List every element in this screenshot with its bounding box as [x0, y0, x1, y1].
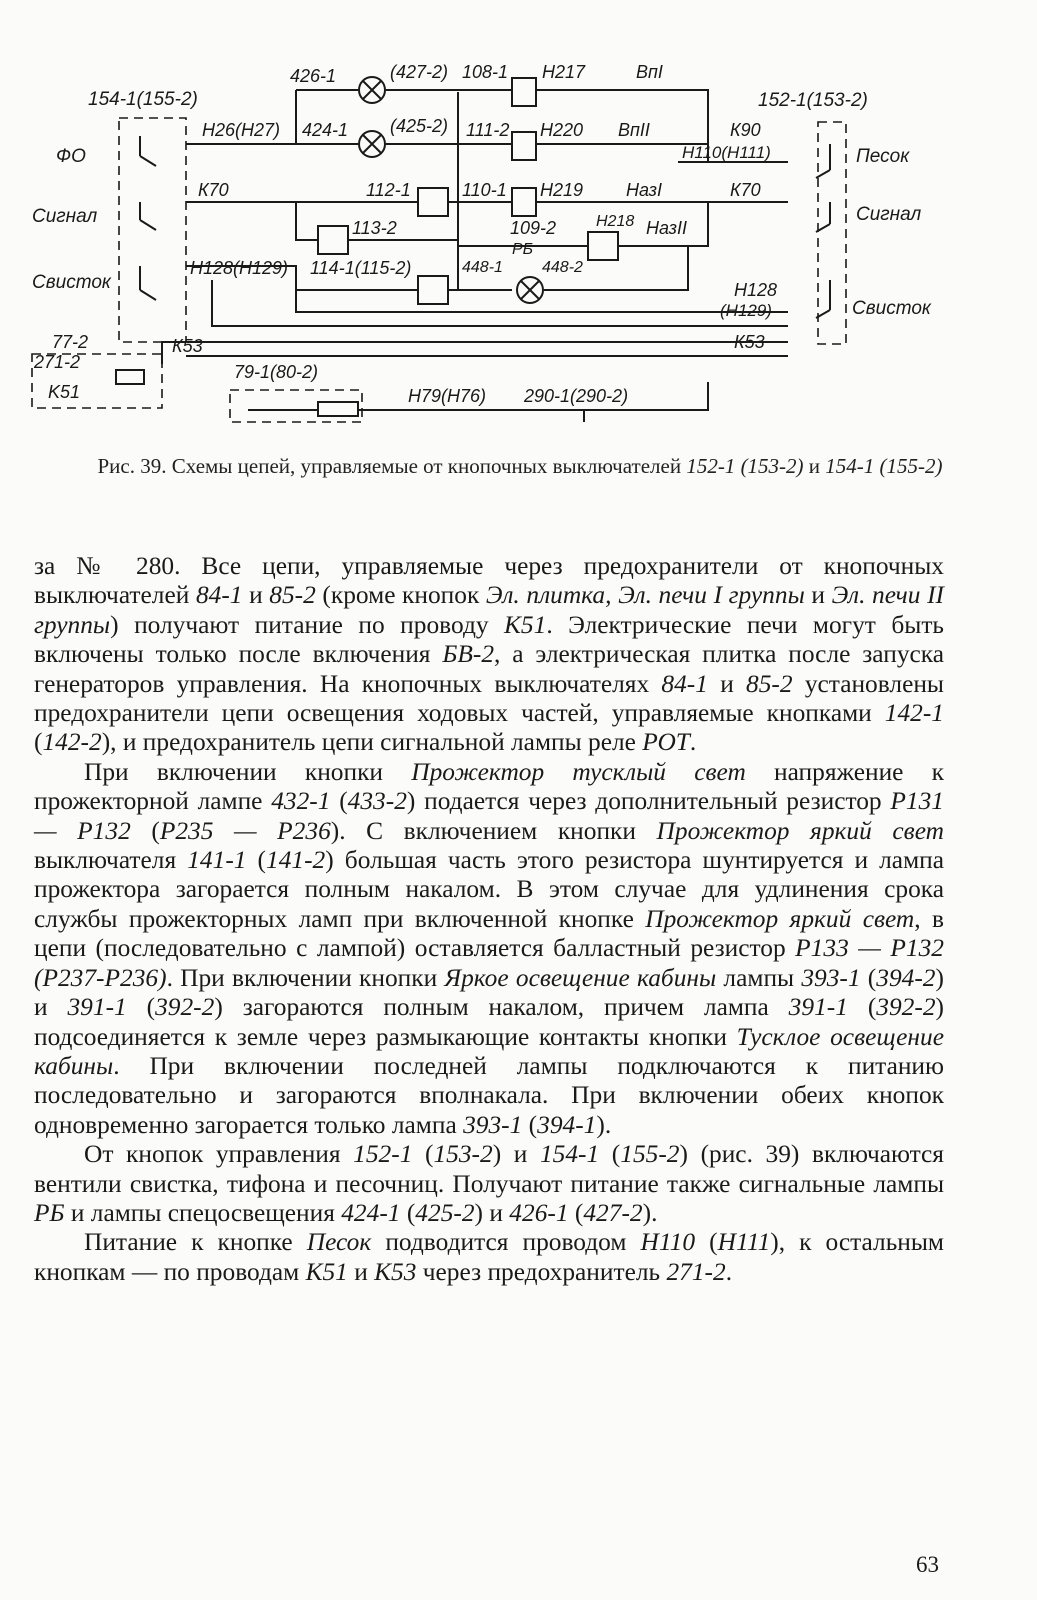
relay-114	[418, 276, 448, 304]
text-run: (	[126, 993, 156, 1022]
text-run: ) и	[492, 1140, 540, 1169]
italic-term: 424-1	[341, 1198, 401, 1227]
italic-term: 141-2	[266, 846, 326, 875]
italic-term: 394-1	[537, 1110, 597, 1139]
fuse-111	[512, 132, 536, 160]
text-run: ) получают питание по проводу	[110, 610, 505, 639]
italic-term: Р235 — Р236	[159, 816, 331, 845]
label-svistok-left: Свисток	[32, 272, 111, 293]
text-run: лампы	[716, 963, 802, 992]
italic-term: 84-1	[195, 581, 243, 610]
paragraph	[34, 1228, 944, 1287]
label-pesok: Песок	[856, 146, 910, 167]
caption-prefix: Рис. 39. Схемы цепей, управляемые от кнопочных выключателей	[97, 454, 687, 478]
label-h129: (Н129)	[720, 301, 772, 320]
text-run: (	[860, 963, 877, 992]
label-271-2: 271-2	[34, 352, 81, 372]
paragraph	[34, 758, 944, 1140]
italic-term: 394-2	[876, 963, 936, 992]
text-run: и	[707, 669, 747, 698]
label-naz1: НазI	[626, 180, 662, 200]
italic-term: 391-1	[788, 993, 848, 1022]
italic-term: Прожектор яркий свет	[645, 904, 915, 933]
label-109-2: 109-2	[510, 218, 557, 238]
left-switch-block	[119, 118, 186, 342]
label-112-1: 112-1	[366, 180, 411, 200]
text-run: (	[847, 993, 877, 1022]
italic-term: К51	[305, 1257, 348, 1286]
italic-term: 271-2	[666, 1257, 726, 1286]
label-rb: РБ	[512, 241, 534, 258]
italic-term: Прожектор тусклый свет	[411, 757, 746, 786]
label-110-1: 110-1	[462, 180, 507, 200]
label-111-2: 111-2	[466, 120, 510, 140]
text-run: (	[568, 1198, 584, 1227]
italic-term: Эл. печи I группы	[618, 581, 805, 610]
label-h218: Н218	[596, 213, 635, 230]
text-run: ).	[596, 1110, 612, 1139]
text-run: выключателя	[34, 846, 188, 875]
italic-term: БВ-2	[442, 640, 495, 669]
text-run: установлены предохранители цепи освещения ходовых частей, управляемые кнопками	[34, 669, 944, 728]
text-run: и лампы спецосвещения	[64, 1198, 342, 1227]
italic-term: 391-1	[67, 993, 127, 1022]
italic-term: Эл. печи II группы	[34, 581, 944, 639]
italic-term: Эл. плитка,	[485, 581, 612, 610]
text-run: (	[246, 846, 267, 875]
text-run: напряжение к прожекторной лампе	[34, 757, 945, 816]
caption-number-1: 152-1	[686, 454, 736, 478]
text-run: ) загораются полным накалом, причем лампа	[214, 993, 789, 1022]
caption-conjunction: и	[803, 454, 826, 478]
label-77-2: 77-2	[52, 332, 89, 352]
label-h110: Н110(Н111)	[682, 143, 771, 162]
page-number: 63	[916, 1552, 939, 1577]
text-run: ).	[642, 1198, 658, 1227]
label-vp1: ВпI	[636, 62, 663, 82]
italic-term: 84-1	[661, 669, 708, 698]
text-run: ), и предохранитель цепи сигнальной лампы реле	[101, 728, 643, 757]
text-run: .	[689, 728, 697, 757]
label-k70-left: К70	[198, 180, 229, 200]
text-run: через предохранитель	[416, 1257, 667, 1286]
label-k51: K51	[48, 382, 81, 402]
text-run: и	[347, 1257, 375, 1286]
text-run: и	[804, 581, 832, 610]
label-h219: Н219	[540, 180, 584, 200]
text-run: От кнопок управления	[84, 1140, 354, 1169]
italic-term: К53	[374, 1257, 417, 1286]
figure-caption	[60, 452, 980, 480]
text-run: (	[695, 1228, 718, 1257]
text-run: (	[130, 816, 160, 845]
lamp-448	[517, 277, 543, 303]
italic-term: 392-2	[876, 993, 936, 1022]
italic-term: К51	[504, 610, 547, 639]
label-448-2: 448-2	[542, 259, 583, 276]
label-n128: Н128(Н129)	[190, 258, 289, 278]
text-run: , в цепи (последовательно с лампой) оставляется балластный резистор	[34, 904, 944, 963]
label-k53-left: К53	[172, 336, 203, 356]
text-run: ) подсоединяется к земле через размыкающие контакты кнопки	[34, 993, 944, 1051]
label-vp2: ВпII	[618, 120, 650, 140]
text-run: . Электрические печи могут быть включены только после включения	[34, 610, 944, 669]
label-fo: ФО	[56, 146, 86, 167]
caption-number-2: 154-1	[825, 454, 875, 478]
label-k90: К90	[730, 120, 761, 140]
text-run: и	[242, 581, 270, 610]
text-run: ) и	[34, 963, 944, 1022]
relay-112	[418, 188, 448, 216]
text-run: (	[522, 1110, 538, 1139]
italic-term: Песок	[306, 1228, 372, 1257]
label-113-2: 113-2	[352, 218, 397, 238]
lamp-426	[359, 77, 385, 103]
italic-term: 427-2	[583, 1198, 643, 1227]
italic-term: Н110	[640, 1228, 696, 1257]
text-run: ) (рис. 39) включаются вентили свистка, тифона и песочниц. Получают питание также сигнальные лампы	[34, 1140, 944, 1198]
italic-term: 433-2	[347, 787, 407, 816]
label-k53-right: К53	[734, 332, 765, 352]
caption-number-2-alt: (155-2)	[879, 454, 943, 478]
italic-term: 152-1	[353, 1140, 413, 1169]
italic-term: 142-1	[884, 699, 944, 728]
text-run: ). С включением кнопки	[330, 816, 657, 845]
text-run: (	[400, 1198, 416, 1227]
text-run: . При включении последней лампы подключаются к питанию последовательно и загораются вполнакала. При включении обеих кнопок одновременно загорается только лампа	[34, 1051, 944, 1139]
label-152-1: 152-1(153-2)	[758, 90, 868, 111]
italic-term: 392-2	[155, 993, 215, 1022]
italic-term: Р131 — Р132	[34, 787, 944, 845]
circuit-diagram	[18, 52, 953, 432]
italic-term: Яркое освещение кабины	[444, 963, 717, 992]
caption-number-1-alt: (153-2)	[740, 454, 804, 478]
italic-term: 426-1	[509, 1198, 569, 1227]
italic-term: Р133 — Р132 (Р237-Р236)	[34, 934, 944, 992]
text-run: Питание к кнопке	[84, 1228, 307, 1257]
italic-term: 432-1	[271, 787, 331, 816]
text-run: .	[725, 1257, 733, 1286]
text-run: , а электрическая плитка после запуска генераторов управления. На кнопочных выключателях	[34, 640, 945, 698]
label-114-1: 114-1(115-2)	[310, 258, 412, 278]
italic-term: Прожектор яркий свет	[656, 816, 944, 845]
fuse-110	[512, 188, 536, 216]
paragraph	[34, 552, 944, 758]
text-run: (	[599, 1140, 621, 1169]
label-svistok-right: Свисток	[852, 298, 931, 319]
label-h220: Н220	[540, 120, 584, 140]
italic-term: 142-2	[42, 728, 102, 757]
italic-term: Н111	[717, 1228, 771, 1257]
label-k70-right: К70	[730, 180, 761, 200]
text-run: ), к остальным кнопкам — по проводам	[34, 1228, 945, 1286]
text-run: При включении кнопки	[84, 757, 412, 786]
text-run: за № 280. Все цепи, управляемые через предохранители от кнопочных выключателей	[34, 552, 944, 610]
label-290-1: 290-1(290-2)	[524, 386, 629, 406]
fuse-109	[588, 232, 618, 260]
text-run: (кроме кнопок	[315, 581, 486, 610]
italic-term: 141-1	[187, 846, 247, 875]
text-run: подводится проводом	[371, 1228, 641, 1257]
label-naz2: НазII	[646, 218, 687, 238]
label-signal-left: Сигнал	[32, 206, 98, 227]
lamp-424	[359, 131, 385, 157]
italic-term: 155-2	[620, 1140, 680, 1169]
label-79-1: 79-1(80-2)	[234, 362, 319, 382]
text-run: . При включении кнопки	[166, 963, 445, 992]
text-run: (	[412, 1140, 434, 1169]
label-h128: Н128	[734, 280, 778, 300]
italic-term: 425-2	[415, 1198, 475, 1227]
italic-term: РБ	[34, 1198, 65, 1227]
italic-term: 85-2	[746, 669, 793, 698]
fuse-108	[512, 78, 536, 106]
italic-term: 85-2	[269, 581, 316, 610]
text-run: (	[34, 728, 43, 757]
text-run: (	[330, 787, 348, 816]
italic-term: Тусклое освещение кабины	[34, 1022, 944, 1080]
label-n26: Н26(Н27)	[202, 120, 281, 140]
text-run: ) большая часть этого резистора шунтируется и лампа прожектора загорается полным накалом. В этом случае для удлинения срока службы прожекторных ламп при включенной кнопке	[34, 846, 944, 933]
italic-term: 154-1	[539, 1140, 600, 1169]
label-signal-right: Сигнал	[856, 204, 922, 225]
fuse-79	[318, 402, 358, 416]
relay-113	[318, 226, 348, 254]
text-run: ) и	[474, 1198, 510, 1227]
left-contacts	[140, 136, 156, 300]
paragraph	[34, 1140, 944, 1228]
italic-term: 153-2	[433, 1140, 493, 1169]
text-run: ) подается через дополнительный резистор	[406, 787, 891, 816]
italic-term: 393-1	[801, 963, 861, 992]
italic-term: РОТ	[642, 728, 690, 757]
label-108-1: 108-1	[462, 62, 509, 82]
label-448-1: 448-1	[462, 259, 503, 276]
right-switch-block	[818, 122, 846, 344]
fuse-271	[116, 370, 144, 384]
label-h217: Н217	[542, 62, 586, 82]
label-426-1: 426-1	[290, 66, 337, 86]
label-425-2: (425-2)	[390, 116, 449, 136]
label-154-1: 154-1(155-2)	[88, 89, 198, 110]
body-text	[34, 552, 944, 1287]
label-427-2: (427-2)	[390, 62, 449, 82]
italic-term: 393-1	[463, 1110, 523, 1139]
label-424-1: 424-1	[302, 120, 349, 140]
label-n79: Н79(Н76)	[408, 386, 487, 406]
